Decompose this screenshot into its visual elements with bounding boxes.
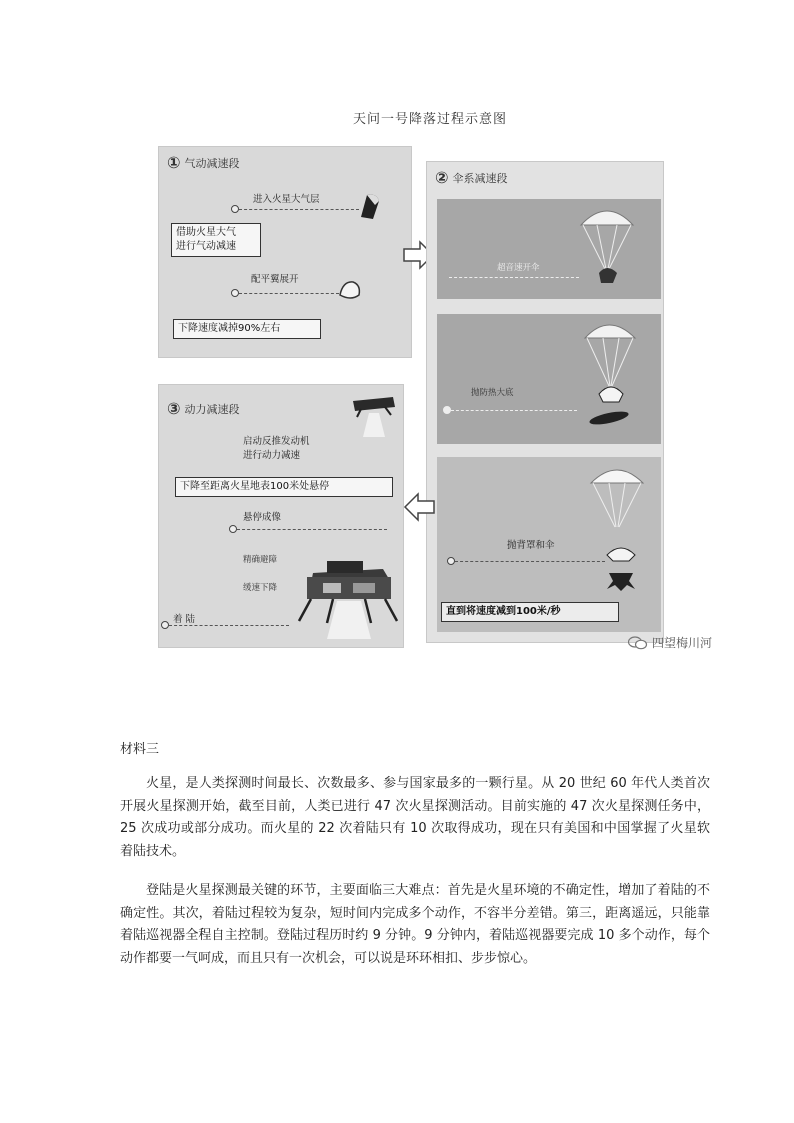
landing-label: 着 陆 <box>173 614 196 625</box>
material-title: 材料三 <box>120 742 160 757</box>
stage2-panel <box>426 161 664 643</box>
stage3-header <box>167 399 240 418</box>
enter-atmosphere-label: 进入火星大气层 <box>253 194 320 205</box>
stage2-number: ② <box>435 168 449 187</box>
material-paragraph-2: 登陆是火星探测最关键的环节，主要面临三大难点：首先是火星环境的不确定性，增加了着陆的不确定性。其次，着陆过程较为复杂，短时间内完成多个动作，不容半分差错。第三，距离遥远，只能靠着陆巡视器全程自主控制。登陆过程历时约 9 分钟。9 分钟内，着陆巡视器要完成 10 多个动作，每个动作都要一气呵成，而且只有一次机会，可以说是环环相扣、步步惊心。 <box>120 883 710 966</box>
stage1-dash-2 <box>239 293 339 294</box>
slow-descent-label: 缓速下降 <box>243 583 278 593</box>
landing-diagram-photo <box>120 136 708 656</box>
stage2-dash-3 <box>455 561 605 562</box>
lander-thrust-icon <box>349 387 399 439</box>
stage1-result-box: 下降速度减掉90%左右 <box>173 319 321 339</box>
stage2-dash-2 <box>451 410 577 411</box>
back-cover-strip <box>437 457 661 632</box>
stage2-name: 伞系减速段 <box>452 172 508 185</box>
stage3-dot-1 <box>229 525 237 533</box>
stage1-dot-1 <box>231 205 239 213</box>
aero-box-line-2: 进行气动减速 <box>176 241 236 252</box>
hover-box: 下降至距离火星地表100米处悬停 <box>175 477 393 497</box>
stage2-dot-2 <box>443 406 451 414</box>
stage1-dash-1 <box>239 209 359 210</box>
stage1-number: ① <box>167 153 181 172</box>
stage2-header <box>435 168 508 187</box>
back-cover-label: 抛背罩和伞 <box>507 540 555 551</box>
stage3-dash-2 <box>169 625 289 626</box>
hover-imaging-label: 悬停成像 <box>243 512 282 523</box>
lander-drop-icon <box>599 537 643 593</box>
material-paragraph-1: 火星，是人类探测时间最长、次数最多、参与国家最多的一颗行星。从 20 世纪 60 年代人类首次开展火星探测开始，截至目前，人类已进行 47 次火星探测活动。目前实施的 47 次火星探测任务中，25 次成功或部分成功。而火星的 22 次着陆只有 10 次取得成功，现在只有美国和中国掌握了火星软着陆技术。 <box>120 776 710 859</box>
engine-label-2: 进行动力减速 <box>243 450 301 461</box>
parachute-open-label: 超音速开伞 <box>497 263 540 273</box>
stage3-dot-2 <box>161 621 169 629</box>
parachute-icon <box>577 203 637 287</box>
stage2-result-box: 直到将速度减到100米/秒 <box>441 602 619 622</box>
stage3-dash-1 <box>237 529 387 530</box>
parachute-2-icon <box>587 459 647 529</box>
aero-box-line-1: 借助火星大气 <box>176 227 236 238</box>
stage3-name: 动力减速段 <box>184 403 240 416</box>
aero-decel-box <box>171 223 261 257</box>
watermark-text: 四望梅川河 <box>652 636 713 650</box>
arrow-left-icon <box>402 492 436 522</box>
lander-icon <box>293 543 403 641</box>
stage1-dot-2 <box>231 289 239 297</box>
stage1-name: 气动减速段 <box>184 157 240 170</box>
stage2-dot-3 <box>447 557 455 565</box>
heat-shield-label: 抛防热大底 <box>471 388 514 398</box>
trim-wing-label: 配平翼展开 <box>251 274 299 285</box>
stage1-panel <box>158 146 412 358</box>
capsule-trim-icon <box>337 277 363 303</box>
engine-label-1: 启动反推发动机 <box>243 436 310 447</box>
diagram-title: 天问一号降落过程示意图 <box>352 112 507 127</box>
stage3-number: ③ <box>167 399 181 418</box>
wechat-icon <box>628 636 648 650</box>
capsule-entry-icon <box>357 191 381 221</box>
heat-shield-strip <box>437 314 661 444</box>
avoid-label: 精确避障 <box>243 555 278 565</box>
heat-shield-separation-icon <box>577 314 647 434</box>
stage2-dash-1 <box>449 277 579 278</box>
stage3-panel <box>158 384 404 648</box>
stage1-header <box>167 153 240 172</box>
parachute-open-strip <box>437 199 661 299</box>
watermark <box>628 634 712 651</box>
